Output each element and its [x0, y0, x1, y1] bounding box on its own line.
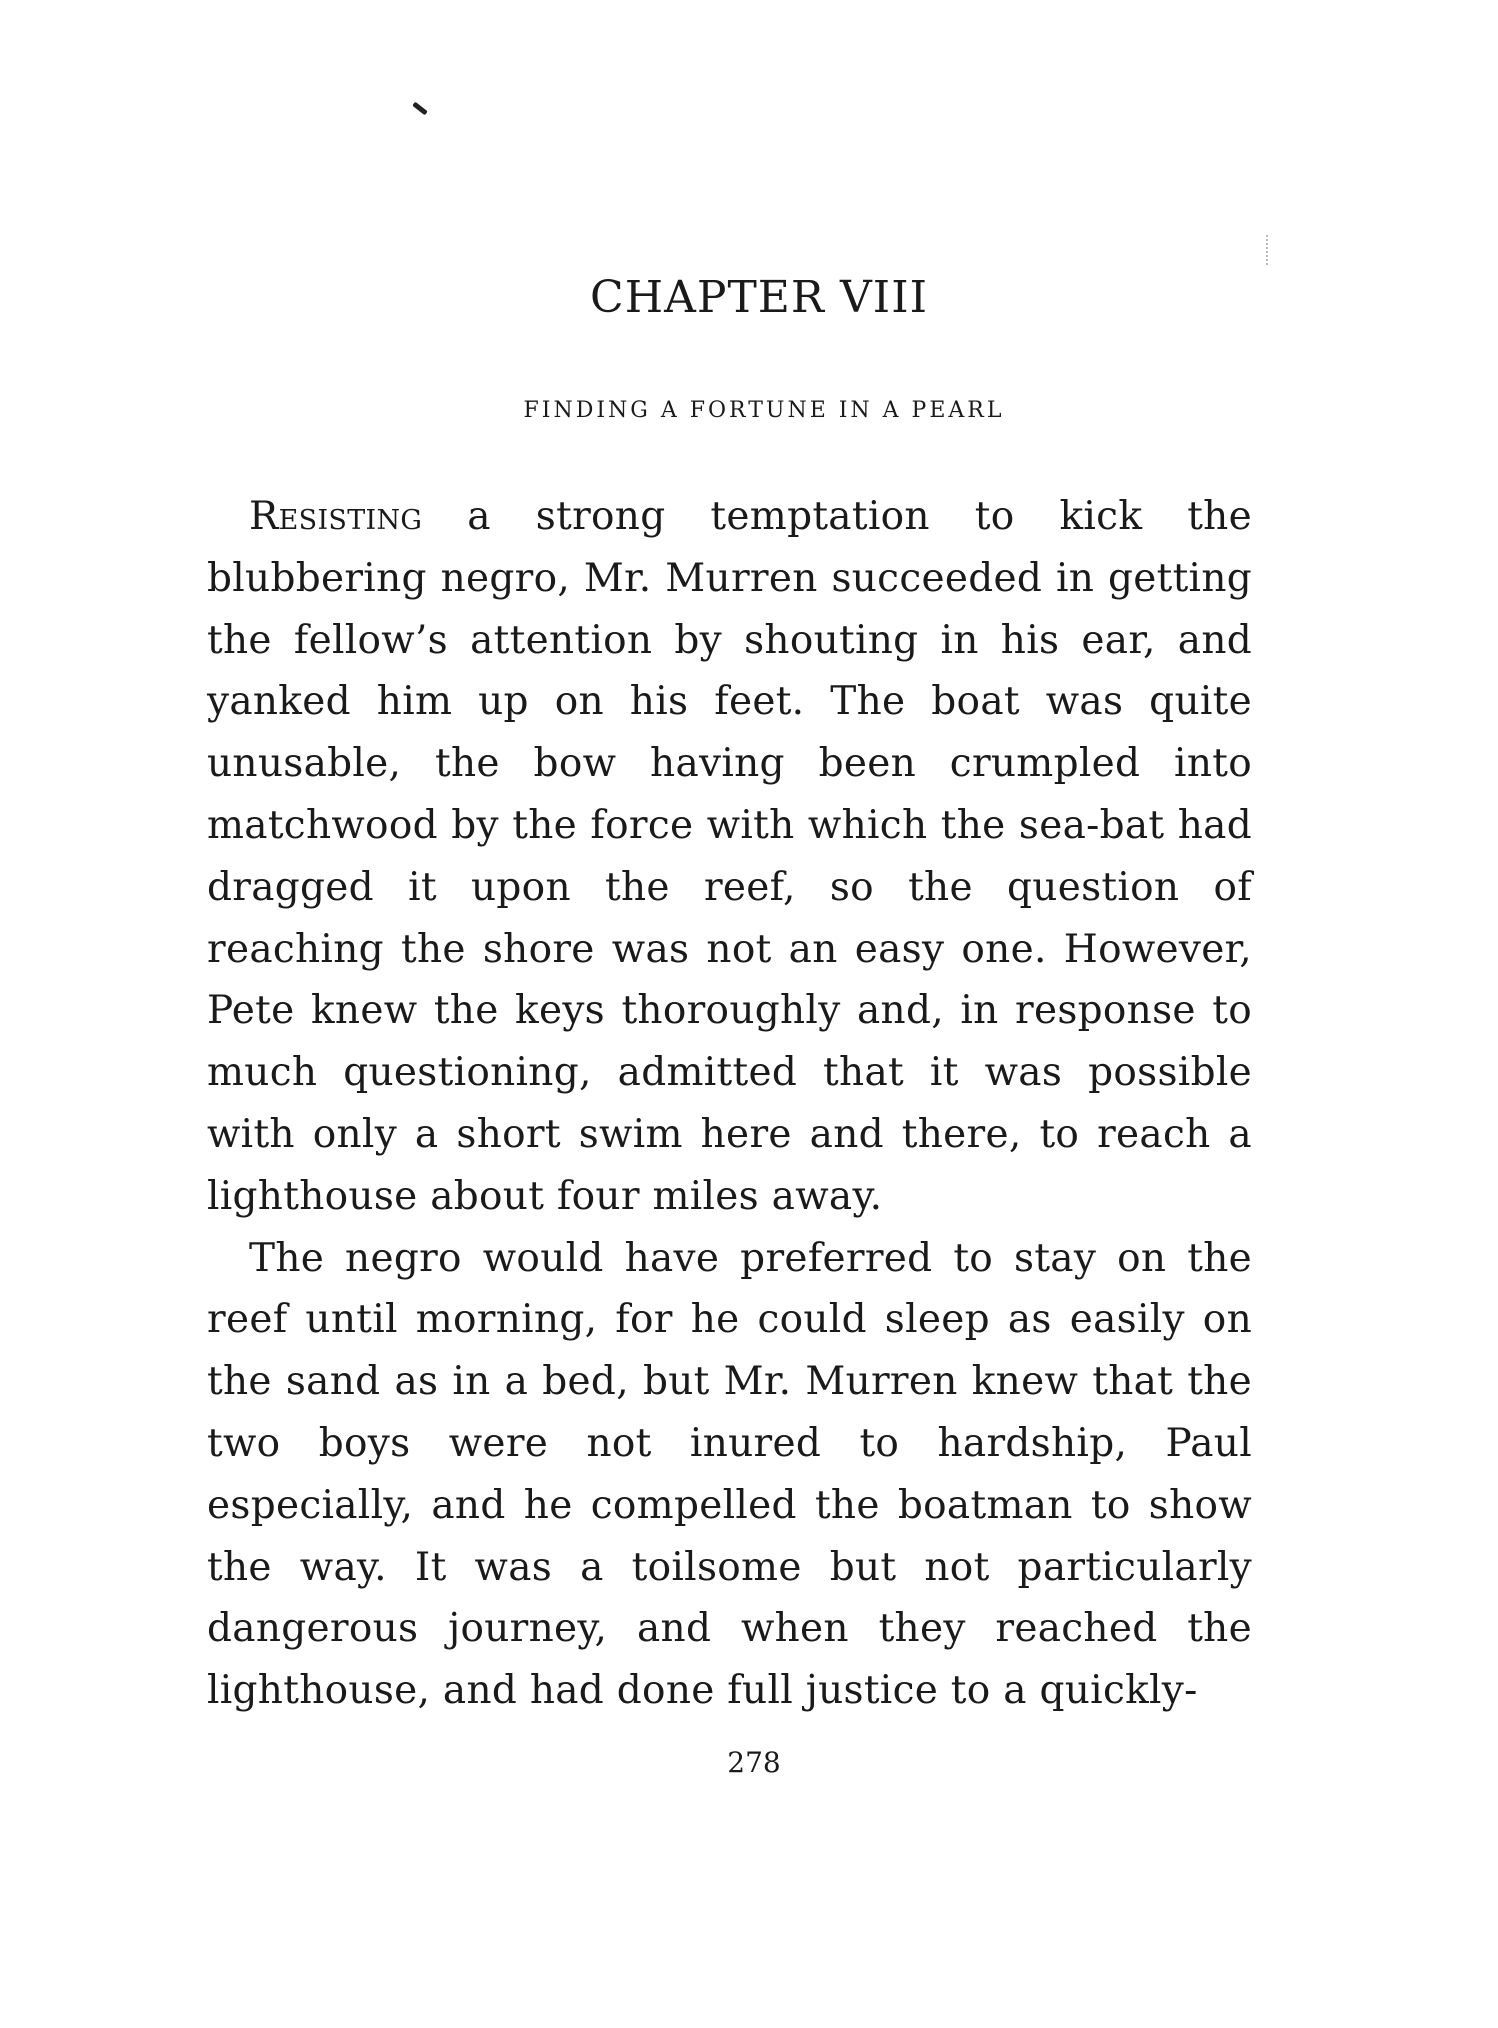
chapter-subtitle: FINDING A FORTUNE IN A PEARL: [523, 398, 1005, 423]
paragraph-1: [207, 486, 1252, 1228]
scan-artifact: [1266, 235, 1270, 265]
page-number: 278: [727, 1746, 781, 1779]
paragraph-text: a strong temptation to kick the blubbering negro, Mr. Murren succeeded in getting the fellow’s attention by shouting in his ear, and yanked him up on his feet. The boat was quite unusable, the bow having been crumpled into matchwood by the force with which the sea-bat had dragged it upon the reef, so the question of reaching the shore was not an easy one. However, Pete knew the keys thoroughly and, in response to much questioning, admitted that it was possible with only a short swim here and there, to reach a lighthouse about four miles away.: [207, 494, 1252, 1219]
body-text: [207, 486, 1252, 1722]
paragraph-2: [207, 1228, 1252, 1722]
ink-speck: [412, 102, 428, 116]
chapter-title: CHAPTER VIII: [590, 272, 928, 323]
paragraph-text: The negro would have preferred to stay on the reef until morning, for he could sleep as easily on the sand as in a bed, but Mr. Murren knew that the two boys were not inured to hardship, Paul especially, and he compelled the boatman to show the way. It was a toilsome but not particularly dangerous journey, and when they reached the lighthouse, and had done full justice to a quickly-: [207, 1235, 1252, 1714]
paragraph-lead-word: Resisting: [249, 494, 423, 539]
